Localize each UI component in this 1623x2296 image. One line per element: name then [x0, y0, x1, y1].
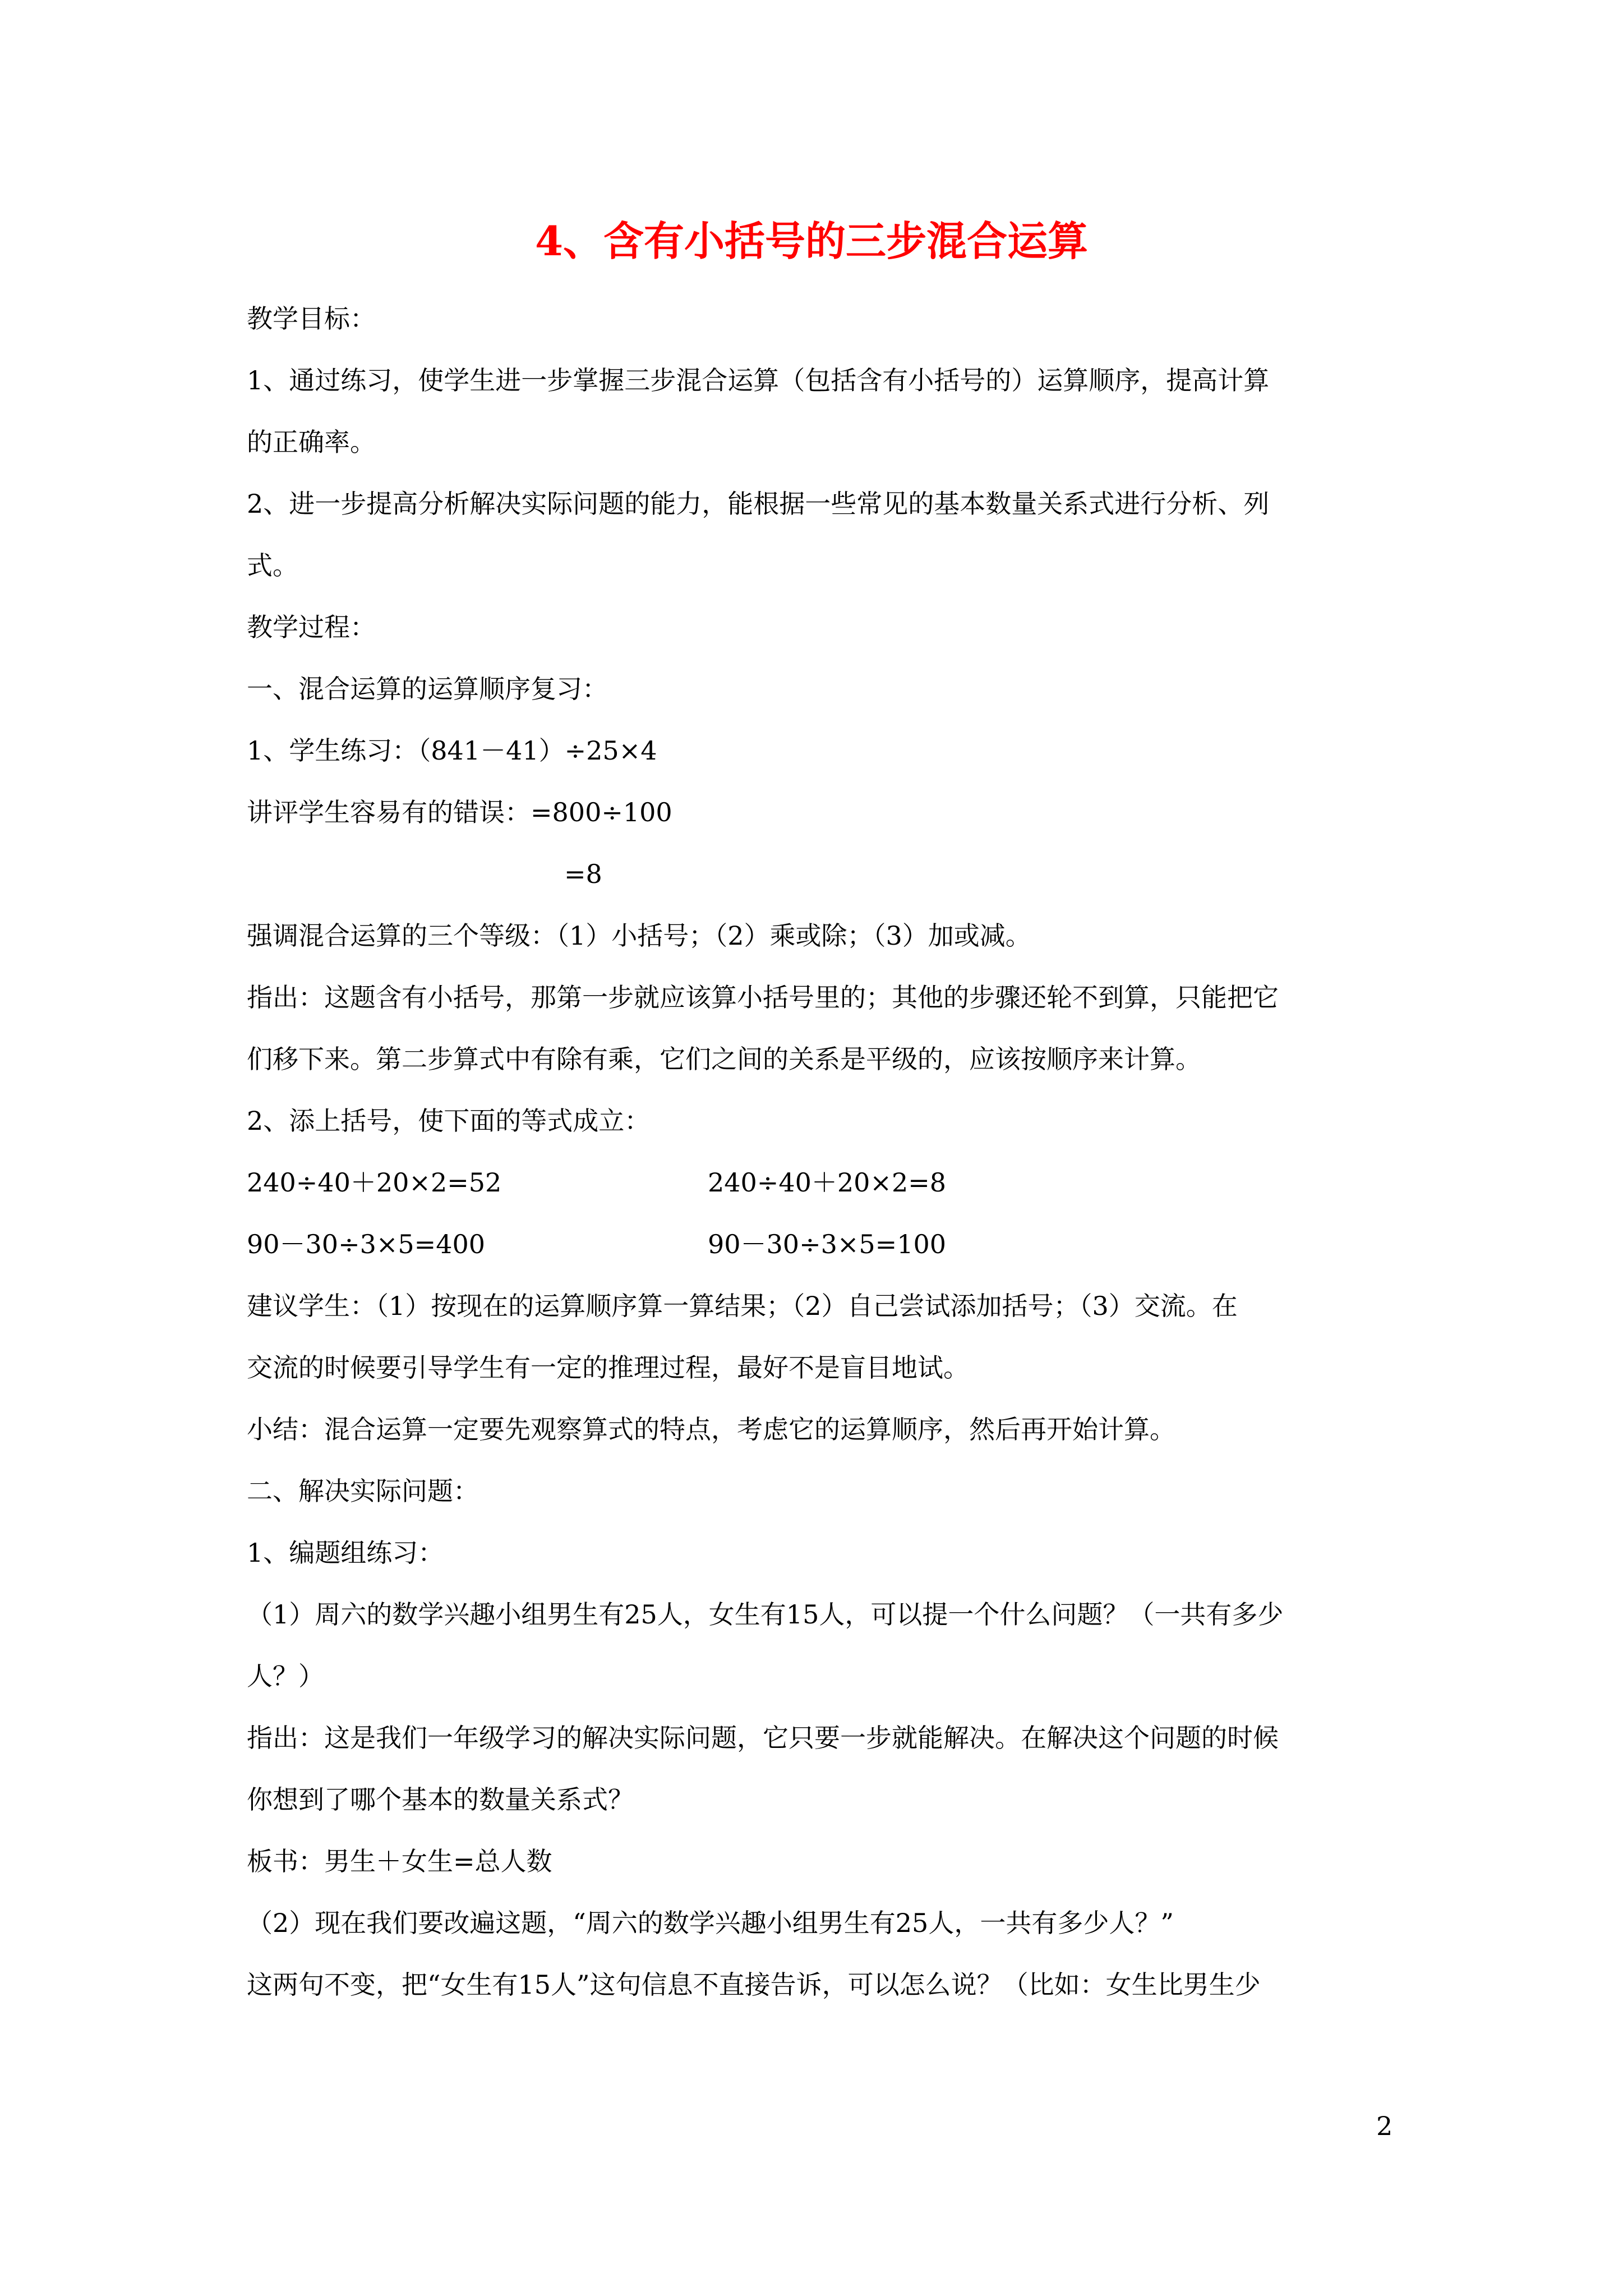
text-line: 建议学生：（1）按现在的运算顺序算一算结果；（2）自己尝试添加括号；（3）交流。在 — [247, 1291, 1238, 1321]
text-line: 1、编题组练习： — [247, 1538, 444, 1568]
text-line: 交流的时候要引导学生有一定的推理过程，最好不是盲目地试。 — [247, 1352, 969, 1383]
text-line: 小结：混合运算一定要先观察算式的特点，考虑它的运算顺序，然后再开始计算。 — [247, 1414, 1175, 1444]
text-line: 一、混合运算的运算顺序复习： — [247, 674, 608, 704]
text-line: =8 — [564, 859, 602, 889]
text-line: （2）现在我们要改遍这题，“周六的数学兴趣小组男生有25人，一共有多少人？” — [247, 1908, 1174, 1938]
text-line: 人？） — [247, 1661, 324, 1691]
text-line: 1、通过练习，使学生进一步掌握三步混合运算（包括含有小括号的）运算顺序，提高计算 — [247, 365, 1270, 395]
text-line: 板书：男生＋女生=总人数 — [247, 1846, 552, 1876]
text-line: 讲评学生容易有的错误：=800÷100 — [247, 797, 672, 827]
text-line: 这两句不变，把“女生有15人”这句信息不直接告诉，可以怎么说？（比如：女生比男生少 — [247, 1970, 1261, 2000]
text-line: 教学目标： — [247, 303, 376, 334]
text-line: 们移下来。第二步算式中有除有乘，它们之间的关系是平级的，应该按顺序来计算。 — [247, 1044, 1201, 1074]
page-number: 2 — [1376, 2111, 1393, 2141]
text-line: 指出：这题含有小括号，那第一步就应该算小括号里的；其他的步骤还轮不到算，只能把它 — [247, 982, 1279, 1013]
equation: 240÷40＋20×2=52 — [247, 1167, 502, 1198]
text-line: 二、解决实际问题： — [247, 1476, 479, 1506]
text-line: 1、学生练习：（841－41）÷25×4 — [247, 735, 657, 766]
page-title: 4、含有小括号的三步混合运算 — [534, 217, 1089, 265]
text-line: 2、进一步提高分析解决实际问题的能力，能根据一些常见的基本数量关系式进行分析、列 — [247, 489, 1270, 519]
equation: 90－30÷3×5=400 — [247, 1229, 486, 1259]
text-line: 你想到了哪个基本的数量关系式？ — [247, 1784, 634, 1815]
text-line: 的正确率。 — [247, 427, 376, 457]
text-line: 式。 — [247, 550, 298, 581]
text-line: 教学过程： — [247, 612, 376, 642]
text-line: 指出：这是我们一年级学习的解决实际问题，它只要一步就能解决。在解决这个问题的时候 — [247, 1723, 1279, 1753]
text-line: （1）周六的数学兴趣小组男生有25人，女生有15人，可以提一个什么问题？（一共有多少 — [247, 1599, 1284, 1630]
equation: 90－30÷3×5=100 — [708, 1229, 947, 1259]
equation: 240÷40＋20×2=8 — [708, 1167, 947, 1198]
text-line: 强调混合运算的三个等级：（1）小括号；（2）乘或除；（3）加或减。 — [247, 921, 1031, 951]
text-line: 2、添上括号，使下面的等式成立： — [247, 1106, 651, 1136]
